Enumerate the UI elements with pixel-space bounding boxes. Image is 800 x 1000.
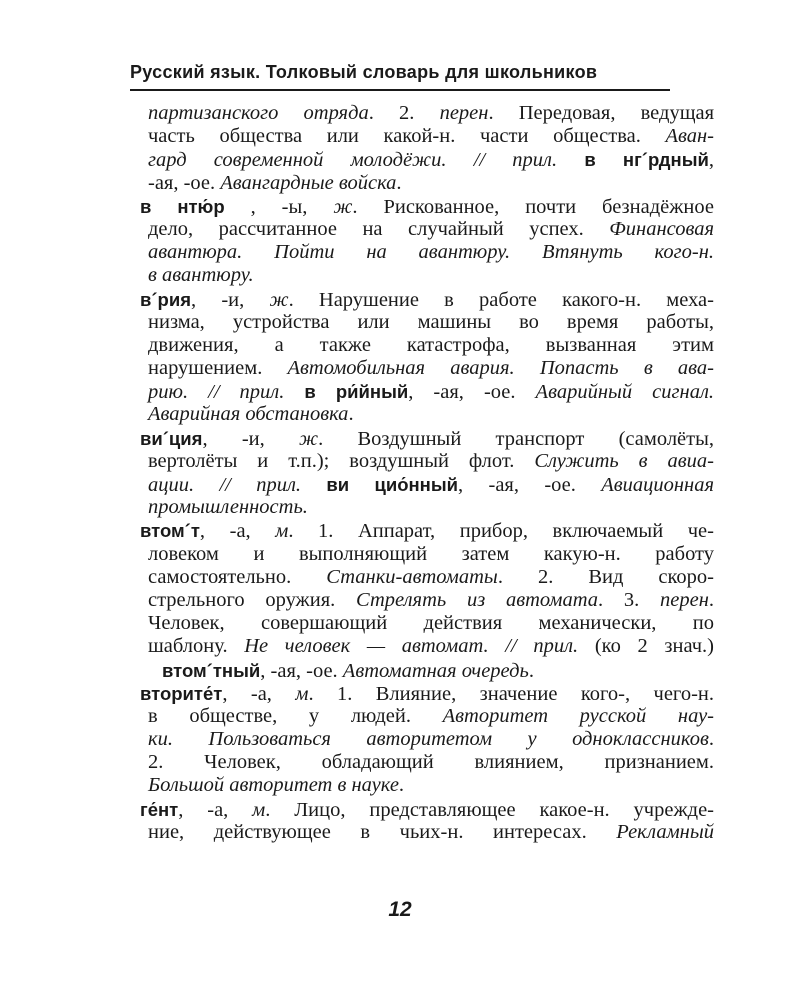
text-line <box>140 427 714 450</box>
text: ловеком и выполняющий затем какую-н. работу <box>148 542 714 565</box>
italic-text: авантюра. Пойти на авантюру. Втянуть кого-н. <box>148 241 714 264</box>
headword: втом´т <box>140 520 200 542</box>
italic-text: ж <box>299 427 319 450</box>
text-line <box>148 612 714 635</box>
text-line <box>140 519 714 542</box>
text-line <box>148 751 714 774</box>
text-line <box>148 450 714 473</box>
italic-text: м <box>295 682 309 705</box>
text-line <box>148 543 714 566</box>
text: , -ая, -ое. <box>260 659 343 682</box>
italic-text: гард современной молодёжи. // прил. <box>148 149 558 172</box>
text: , -а, <box>222 682 296 705</box>
text <box>557 149 584 171</box>
italic-text: промышленность. <box>148 496 308 519</box>
italic-text: Станки-автоматы <box>326 565 498 588</box>
italic-text: ации. // прил. <box>148 474 302 496</box>
italic-text: Не человек — автомат. // прил. <box>244 635 579 658</box>
italic-text: перен <box>660 588 709 611</box>
italic-text: Финансовая <box>609 217 714 240</box>
page-header: Русский язык. Толковый словарь для школьников <box>130 62 670 91</box>
headword: ви´ция <box>140 427 203 449</box>
text <box>284 381 304 403</box>
text: . 1. Влияние, значение кого-, чего-н. <box>308 682 714 705</box>
italic-text: Автоматная очередь <box>342 659 529 682</box>
headword: в нтю́р <box>140 195 225 217</box>
text-line <box>148 125 714 148</box>
italic-text: Аван- <box>665 125 714 148</box>
italic-text: Аварийный сигнал. <box>535 381 715 404</box>
text: . 2. <box>368 102 440 124</box>
text: . <box>528 659 534 682</box>
text: , -и, <box>202 427 300 450</box>
dictionary-entries <box>140 102 715 844</box>
text: , -а, <box>199 520 276 543</box>
text: нарушением. <box>148 357 288 380</box>
text-line <box>148 172 714 195</box>
text: . 1. Аппарат, прибор, включаемый че- <box>288 520 714 543</box>
text: дело, рассчитанное на случайный успех. <box>148 217 610 240</box>
headword: в нг´рдный <box>584 149 709 171</box>
text: стрельного оружия. <box>148 588 356 611</box>
text: часть общества или какой-н. части общества. <box>148 125 666 148</box>
text: -ая, -ое. <box>148 171 221 194</box>
text: , -и, <box>191 288 270 311</box>
italic-text: ж <box>269 288 289 311</box>
text: . 3. <box>598 588 661 611</box>
italic-text: Авторитет русской нау- <box>442 704 714 727</box>
italic-text: Большой авторитет в науке <box>148 774 399 797</box>
headword: втом´тный <box>162 659 261 681</box>
text-line <box>148 473 714 496</box>
text-line <box>148 496 714 519</box>
text: низма, устройства или машины во время работы, <box>148 310 714 333</box>
text-line <box>148 241 714 264</box>
italic-text: м <box>252 798 266 821</box>
text: Человек, совершающий действия механически, по <box>148 612 714 635</box>
text: , <box>708 149 714 172</box>
page-number: 12 <box>388 898 412 921</box>
text: 2. Человек, обладающий влиянием, признанием. <box>148 751 714 774</box>
text: . Воздушный транспорт (самолёты, <box>318 427 714 450</box>
text: . <box>708 588 715 611</box>
text-line <box>140 288 714 311</box>
text-line <box>148 774 714 797</box>
text: , -ая, -ое. <box>408 381 536 404</box>
text-line <box>148 635 714 658</box>
text: , -ы, <box>224 195 334 218</box>
text-line <box>148 566 714 589</box>
text: . Рискованное, почти безнадёжное <box>352 195 714 218</box>
text-line <box>148 589 714 612</box>
italic-text: Рекламный <box>616 820 714 843</box>
text-line <box>148 334 714 357</box>
text-line <box>140 195 714 218</box>
text: , -ая, -ое. <box>458 474 602 496</box>
text: ние, действующее в чьих-н. интересах. <box>148 820 617 843</box>
text: . 2. Вид скоро- <box>497 565 714 588</box>
text-line <box>140 682 714 705</box>
text: шаблону. <box>148 635 245 658</box>
text: . <box>348 403 354 426</box>
headword: ви цио́нный <box>326 474 459 495</box>
text-line <box>140 798 714 821</box>
italic-text: ки. Пользоваться авторитетом у одноклассников <box>148 728 709 751</box>
text: . <box>396 171 402 194</box>
text: движения, а также катастрофа, вызванная этим <box>148 333 714 356</box>
headword: в ри́йный <box>304 381 409 403</box>
text: вертолёты и т.п.); воздушный флот. <box>148 449 535 472</box>
italic-text: Автомобильная авария. Попасть в ава- <box>287 357 714 380</box>
italic-text: перен <box>439 102 489 124</box>
headword: ге́нт <box>140 798 179 820</box>
italic-text: рию. // прил. <box>148 381 285 404</box>
italic-text: партизанского отряда <box>148 102 369 124</box>
text: . Нарушение в работе какого-н. меха- <box>288 288 714 311</box>
text: в обществе, у людей. <box>148 704 443 727</box>
text-line <box>148 218 714 241</box>
text-line <box>148 728 714 751</box>
italic-text: Служить в авиа- <box>534 449 714 472</box>
text-line <box>148 264 714 287</box>
headword: вторите́т <box>140 682 223 704</box>
text-line <box>148 705 714 728</box>
text: . Лицо, представляющее какое-н. учрежде- <box>265 798 714 821</box>
text-line <box>148 357 714 380</box>
italic-text: в авантюру. <box>148 264 254 287</box>
text-line <box>148 102 714 125</box>
italic-text: Авангардные войска <box>220 171 397 194</box>
text-line <box>148 821 714 844</box>
text-line <box>148 659 714 682</box>
text-line <box>148 380 714 403</box>
text: самостоятельно. <box>148 565 327 588</box>
text: . <box>398 774 405 797</box>
text-line <box>148 311 714 334</box>
text: , -а, <box>178 798 253 821</box>
text: . <box>708 728 714 751</box>
text-line <box>148 403 714 426</box>
italic-text: м <box>275 520 289 543</box>
headword: в´рия <box>140 288 192 310</box>
italic-text: Авиационная <box>601 474 715 496</box>
text: . Передовая, ведущая <box>488 102 715 124</box>
text-line <box>148 148 714 171</box>
italic-text: Стрелять из автомата <box>356 588 599 611</box>
text <box>301 474 326 496</box>
italic-text: Аварийная обстановка <box>148 403 349 426</box>
text: (ко 2 знач.) <box>578 635 714 658</box>
italic-text: ж <box>333 195 353 218</box>
